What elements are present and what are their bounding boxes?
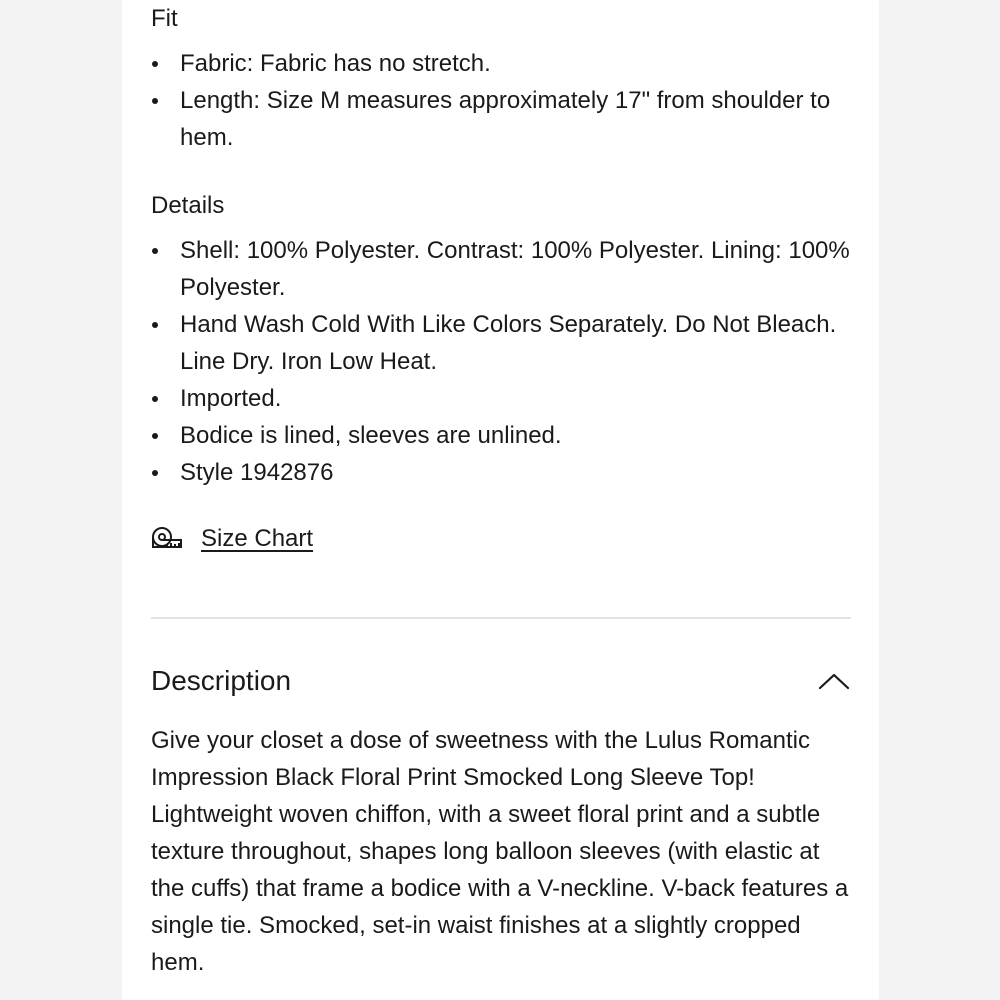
bullet-icon <box>152 470 158 476</box>
details-list <box>151 232 851 491</box>
bullet-icon <box>152 396 158 402</box>
bullet-icon <box>152 322 158 328</box>
details-item-lining: Bodice is lined, sleeves are unlined. <box>151 417 851 454</box>
fit-list <box>151 45 851 156</box>
size-chart-link[interactable] <box>151 519 313 559</box>
section-divider <box>151 617 851 619</box>
description-header[interactable] <box>151 659 851 703</box>
size-chart-label[interactable]: Size Chart <box>201 525 314 552</box>
fit-item-length: Length: Size M measures approximately 17" from shoulder to hem. <box>151 82 851 156</box>
product-info-panel <box>122 0 879 1000</box>
measuring-tape-icon <box>151 526 183 552</box>
details-item-style: Style 1942876 <box>151 454 851 491</box>
details-item-care: Hand Wash Cold With Like Colors Separately. Do Not Bleach. Line Dry. Iron Low Heat. <box>151 306 851 380</box>
bullet-icon <box>152 61 158 67</box>
details-item-fabric-content: Shell: 100% Polyester. Contrast: 100% Polyester. Lining: 100% Polyester. <box>151 232 851 306</box>
bullet-icon <box>152 98 158 104</box>
details-heading: Details <box>151 192 225 219</box>
description-body: Give your closet a dose of sweetness with the Lulus Romantic Impression Black Floral Print Smocked Long Sleeve Top! Lightweight woven chiffon, with a sweet floral print and a subtle texture throughout, shapes long balloon sleeves (with elastic at the cuffs) that frame a bodice with a V-neckline. V-back features a single tie. Smocked, set-in waist finishes at a slightly cropped hem. <box>151 727 849 976</box>
bullet-icon <box>152 248 158 254</box>
bullet-icon <box>152 433 158 439</box>
details-item-origin: Imported. <box>151 380 851 417</box>
chevron-up-icon[interactable] <box>817 670 851 692</box>
fit-heading: Fit <box>151 5 178 32</box>
description-title: Description <box>151 665 292 696</box>
fit-section <box>151 0 851 156</box>
details-section <box>151 187 851 491</box>
fit-item-fabric: Fabric: Fabric has no stretch. <box>151 45 851 82</box>
